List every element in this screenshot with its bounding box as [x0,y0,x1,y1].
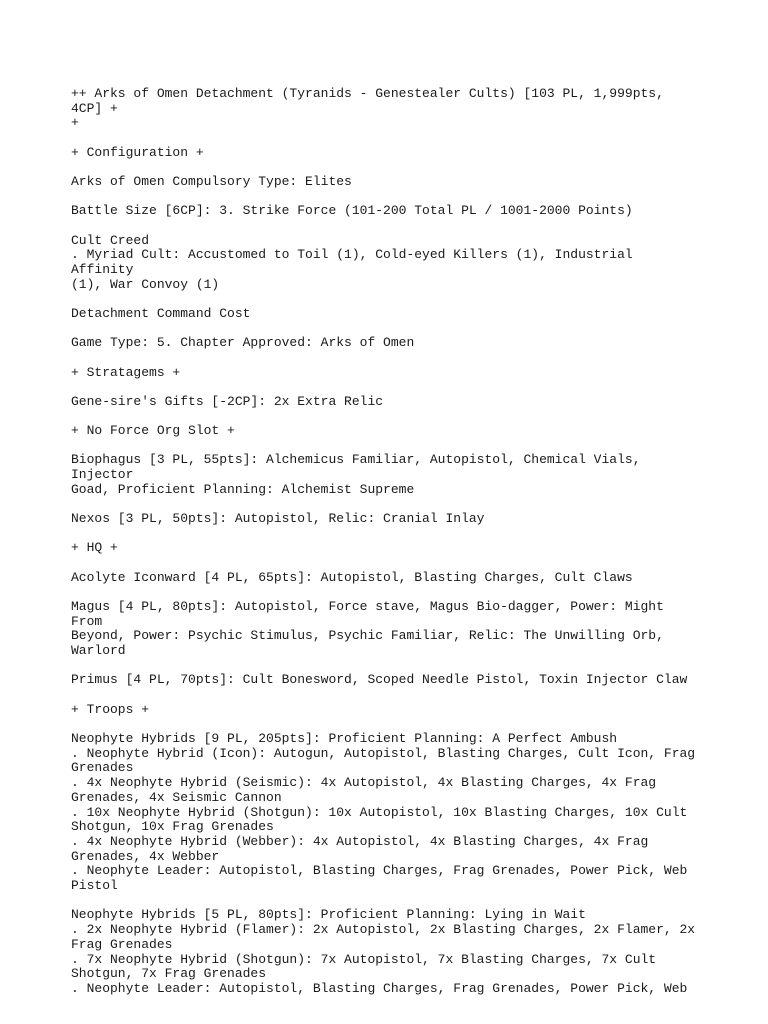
paragraph-heading-line: + HQ + [71,540,118,556]
document-paragraph [71,541,701,556]
document-paragraph [71,703,701,718]
paragraph-heading-line: Battle Size [6CP]: 3. Strike Force (101-200 Total PL / 1001-2000 Points) [71,203,633,219]
paragraph-heading-line: Biophagus [3 PL, 55pts]: Alchemicus Familiar, Autopistol, Chemical Vials, Injector Goad, Proficient Planning: Alchemist Supreme [71,452,641,497]
document-paragraph [71,424,701,439]
paragraph-entry-line: . 10x Neophyte Hybrid (Shotgun): 10x Autopistol, 10x Blasting Charges, 10x Cult Shotgun, 10x Frag Grenades [71,804,688,835]
document-paragraph [71,908,701,996]
paragraph-heading-line: Neophyte Hybrids [5 PL, 80pts]: Proficient Planning: Lying in Wait [71,907,586,923]
paragraph-heading-line: Neophyte Hybrids [9 PL, 205pts]: Proficient Planning: A Perfect Ambush [71,731,618,747]
paragraph-heading-line: + Stratagems + [71,364,181,380]
paragraph-heading-line: Arks of Omen Compulsory Type: Elites [71,174,352,189]
paragraph-heading-line: Cult Creed [71,232,150,248]
paragraph-heading-line: Magus [4 PL, 80pts]: Autopistol, Force stave, Magus Bio-dagger, Power: Might From Beyond, Power: Psychic Stimulus, Psychic Familiar, Relic: The Unwilling Orb, Warlord [71,599,664,659]
paragraph-entry-line: . 2x Neophyte Hybrid (Flamer): 2x Autopistol, 2x Blasting Charges, 2x Flamer, 2x Frag Grenades [71,922,696,952]
paragraph-heading-line: ++ Arks of Omen Detachment (Tyranids - Genestealer Cults) [103 PL, 1,999pts, 4CP] + + [71,86,664,131]
paragraph-heading-line: Acolyte Iconward [4 PL, 65pts]: Autopistol, Blasting Charges, Cult Claws [71,569,633,585]
paragraph-entry-line: . Neophyte Leader: Autopistol, Blasting Charges, Frag Grenades, Power Pick, Web [71,980,688,996]
document-paragraph [71,453,701,497]
paragraph-heading-line: Game Type: 5. Chapter Approved: Arks of Omen [71,335,415,351]
document-paragraph [71,571,701,586]
paragraph-heading-line: Gene-sire's Gifts [-2CP]: 2x Extra Relic [71,393,384,409]
paragraph-heading-line: Detachment Command Cost [71,306,251,321]
paragraph-heading-line: Nexos [3 PL, 50pts]: Autopistol, Relic: Cranial Inlay [71,511,485,527]
document-paragraph [71,87,701,131]
document-paragraph [71,336,701,351]
paragraph-entry-line: . 4x Neophyte Hybrid (Webber): 4x Autopistol, 4x Blasting Charges, 4x Frag Grenades, 4x Webber [71,834,649,864]
document-paragraph [71,175,701,190]
document-paragraph [71,512,701,527]
document-paragraph [71,366,701,381]
paragraph-entry-line: . Neophyte Leader: Autopistol, Blasting Charges, Frag Grenades, Power Pick, Web Pistol [71,863,688,894]
document-paragraph [71,600,701,659]
paragraph-entry-line: . 4x Neophyte Hybrid (Seismic): 4x Autopistol, 4x Blasting Charges, 4x Frag Grenades, 4x Seismic Cannon [71,775,657,805]
paragraph-heading-line: + Configuration + [71,144,204,160]
document-paragraph [71,395,701,410]
paragraph-heading-line: + No Force Org Slot + [71,423,235,439]
paragraph-entry-line: . 7x Neophyte Hybrid (Shotgun): 7x Autopistol, 7x Blasting Charges, 7x Cult Shotgun, 7x Frag Grenades [71,951,657,982]
document-paragraph [71,307,701,322]
document-paragraph [71,673,701,688]
paragraph-entry-line: . Myriad Cult: Accustomed to Toil (1), Cold-eyed Killers (1), Industrial Affinity (1), War Convoy (1) [71,247,633,292]
document-paragraph [71,204,701,219]
paragraph-heading-line: + Troops + [71,701,150,717]
document-paragraph [71,732,701,894]
paragraph-heading-line: Primus [4 PL, 70pts]: Cult Bonesword, Scoped Needle Pistol, Toxin Injector Claw [71,672,688,688]
document-paragraph [71,234,701,293]
document-paragraph [71,146,701,161]
army-list-text [71,87,701,1011]
paragraph-entry-line: . Neophyte Hybrid (Icon): Autogun, Autopistol, Blasting Charges, Cult Icon, Frag Grenades [71,745,696,776]
